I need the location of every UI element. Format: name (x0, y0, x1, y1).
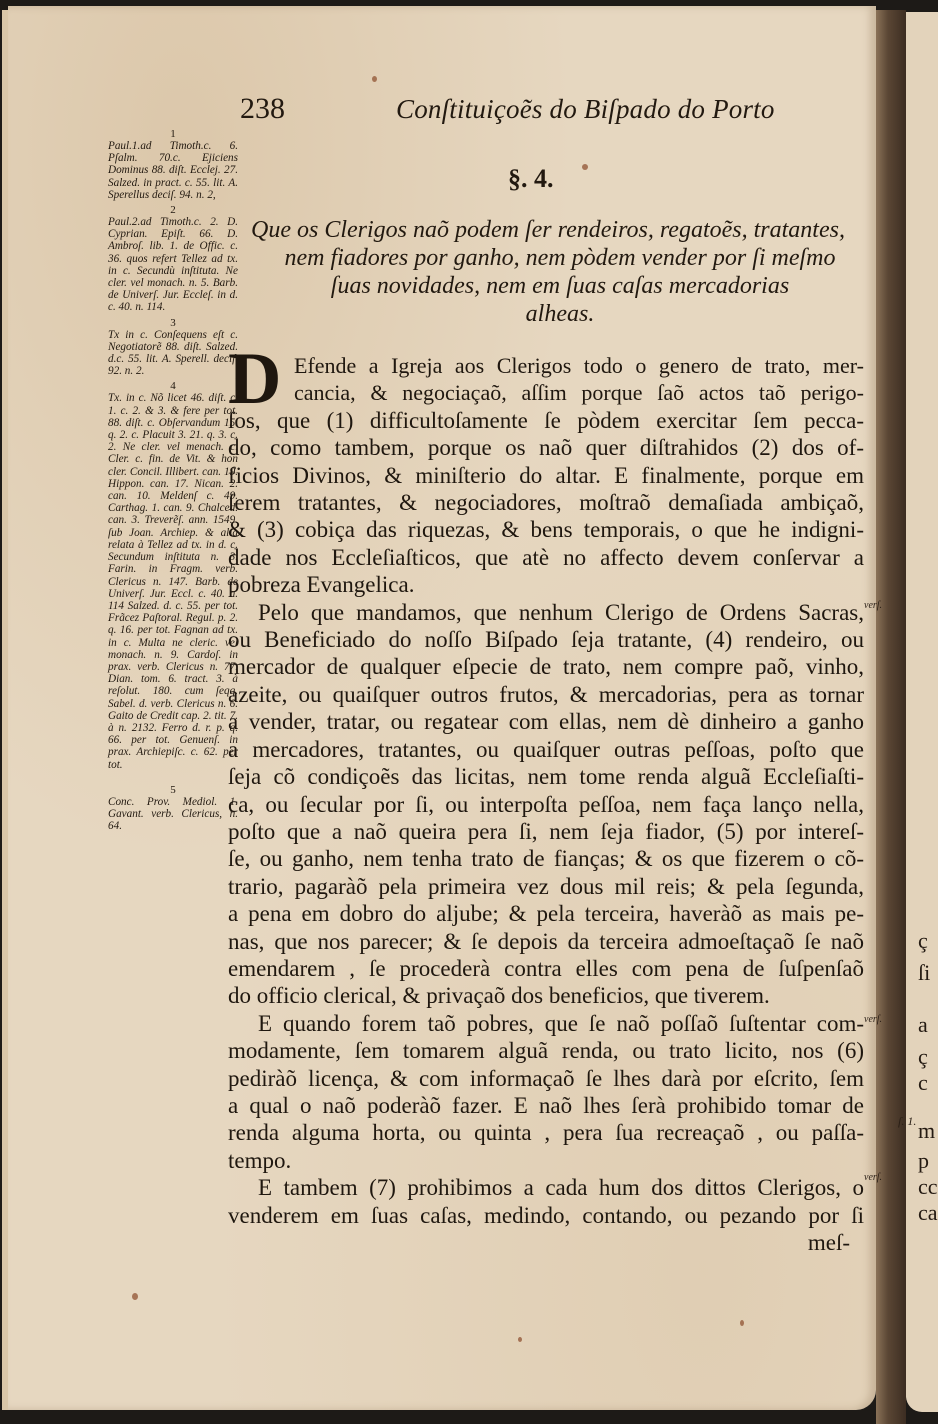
text-line: azeite, ou quaiſquer outros frutos, & mercadorias, pera as tornar (228, 681, 864, 707)
text-line: Pelo que mandamos, que nenhum Clerigo de Ordens Sacras, (258, 599, 864, 625)
foxing-spot (132, 1293, 138, 1300)
body-text (228, 338, 864, 1256)
text-line: venderem em ſuas caſas, medindo, contando, ou pezando por ſi (228, 1202, 864, 1228)
text-line: nas, que nos parecer; & ſe depois da terceira admoeſtaçaõ ſe naõ (228, 928, 864, 954)
drop-cap: D (228, 338, 282, 420)
text-line: ou Beneficiado do noſſo Biſpado ſeja tratante, (4) rendeiro, ou (228, 627, 864, 653)
summary-line: alheas. (525, 301, 595, 327)
section-summary (245, 216, 875, 328)
text-line: do officio clerical, & privaçaõ dos beneficios, que tiverem. (228, 983, 770, 1009)
text-line: a qual o naõ poderàõ fazer. E naõ lhes ſerà prohibido tomar de (228, 1092, 864, 1118)
verse-mark: verſ. (864, 600, 883, 611)
text-line: dade nos Eccleſiaſticos, que atè no affecto devem conſervar a (228, 544, 864, 570)
note-number: 3 (170, 316, 176, 329)
note-number: 5 (170, 783, 176, 796)
margin-notes (108, 129, 238, 836)
text-line: pediràõ licença, & com informaçaõ ſe lhes darà por eſcrito, ſem (228, 1065, 864, 1091)
note-text: Tx. in c. Nõ licet 46. diſt. c. 1. c. 2. & 3. & fere per tot. 88. diſt. c. Obſervandum 15. q. 2. c. Placuit 3. 21. q. 3. c. 2. Ne cler. vel menach. c. Cler. c. fin. de Vit. & hon cler. Concil. Illibert. can. 19. Hippon. can. 17. Nican. 2. can. 10. Meldenſ c. 49. Carthag. 1. can. 9. Chalced. can. 3. Treverẽſ. ann. 1549. ſub Joan. Archiep. & alia relata à Tellez ad tx. in d. c. Secundum inſtituta n. 3. Farin. in Fragm. verb. Clericus n. 147. Barb. de Univerſ. Jur. Eccl. c. 40. n. 114 Salzed. d. c. 55. per tot. Frãcez Paſtoral. Regul. p. 2. q. 16. per tot. Fagnan ad tx. in c. Multa ne cleric. vel monach. n. 9. Cardoſ. in prax. verb. Clericus n. 77. Dian. tom. 6. tract. 3. à reſolut. 180. cum ſeqq. Sabel. d. verb. Clericus n. 6. Gaito de Credit cap. 2. tit. 7. à n. 2132. Ferro d. r. p. q. 66. per tot. Genuenſ. in prax. Archiepiſc. c. 62. per tot. (108, 392, 238, 771)
text-line: emendarem , ſe procederà contra elles com pena de ſuſpenſaõ (228, 955, 864, 981)
text-line: ſeja cõ condiçoẽs das licitas, nem tome renda alguã Eccleſiaſti- (228, 764, 864, 790)
text-line: a pena em dobro do aljube; & pela terceira, haveràõ as mais pe- (228, 901, 864, 927)
text-line: tempo. (228, 1147, 292, 1173)
summary-line: ſuas novidades, nem em ſuas caſas mercadorias (330, 273, 790, 299)
note-text: Paul.1.ad Timoth.c. 6. Pſalm. 70.c. Ejiciens Dominus 88. diſt. Ecclej. 27. Salzed. in pract. c. 55. lit. A. Sperellus deciſ. 94. n. 2, (108, 140, 238, 201)
foxing-spot (740, 1320, 744, 1326)
margin-note (108, 381, 238, 770)
text-line: do, como tambem, porque os naõ quer diſtrahidos (2) dos of- (228, 435, 864, 461)
text-line: trario, pagaràõ pela primeira vez dous mil reis; & pela ſegunda, (228, 873, 864, 899)
right-page-fragment: ç (918, 1044, 928, 1069)
right-page-fragment: c (918, 1070, 928, 1095)
text-line: a mercadores, tratantes, ou quaiſquer outras peſſoas, poſto que (228, 736, 864, 762)
text-line: ſe, ou ganho, nem tenha trato de fianças; & os que fizerem o cõ- (228, 846, 864, 872)
summary-line: nem fiadores por ganho, nem pòdem vender por ſi meſmo (284, 245, 836, 271)
right-page-fragment: a (918, 1012, 928, 1037)
right-page-fragment: ca (918, 1200, 938, 1225)
note-text: Conc. Prov. Mediol. 1. Gavant. verb. Clericus, n. 64. (108, 795, 238, 833)
foxing-spot (372, 76, 377, 82)
book-gutter (876, 10, 906, 1424)
text-line: ſos, que (1) difficultoſamente ſe pòdem exercitar ſem pecca- (228, 407, 864, 433)
right-page-fragment: cc (918, 1174, 938, 1199)
text-line: Efende a Igreja aos Clerigos todo o genero de trato, mer- (294, 353, 864, 378)
right-page-note: ſ. 1. (898, 1114, 917, 1128)
right-page-fragment: ſi (918, 960, 931, 985)
margin-note (108, 205, 238, 314)
text-line: ſerem tratantes, & negociadores, moſtraõ demaſiada ambiçaõ, (228, 490, 864, 516)
right-page-fragment: m (918, 1118, 936, 1143)
summary-line: Que os Clerigos naõ podem ſer rendeiros, regatoẽs, tratantes, (251, 217, 845, 243)
margin-note (108, 129, 238, 201)
text-line: renda alguma horta, ou quinta , pera ſua recreaçaõ , ou paſſa- (228, 1120, 864, 1146)
note-number: 4 (170, 380, 176, 393)
margin-note (108, 785, 238, 833)
foxing-spot (582, 164, 588, 170)
text-line: & (3) cobiça das riquezas, & bens temporais, o que he indigni- (228, 517, 864, 543)
text-line: modamente, ſem tomarem alguã renda, ou trato licito, nos (6) (228, 1038, 864, 1064)
section-mark: §. 4. (508, 164, 554, 193)
note-number: 1 (170, 128, 176, 140)
text-line: cancia, & negociaçaõ, aſſim porque ſaõ actos taõ perigo- (294, 380, 864, 406)
text-line: E quando forem taõ pobres, que ſe naõ poſſaõ ſuſtentar com- (258, 1010, 864, 1036)
text-line: poſto que a naõ queira pera ſi, nem ſeja fiador, (5) por intereſ- (228, 818, 864, 844)
text-line: E tambem (7) prohibimos a cada hum dos dittos Clerigos, o (258, 1175, 864, 1201)
note-text: Tx in c. Conſequens eſt c. Negotiatorẽ 88. diſt. Salzed. d.c. 55. lit. A. Sperell. deciſ. 92. n. 2. (108, 328, 238, 378)
right-page-fragment: p (918, 1148, 929, 1173)
page-number: 238 (240, 92, 285, 125)
note-number: 2 (170, 204, 176, 217)
catch-word: meſ- (807, 1230, 850, 1255)
text-line: ca, ou ſecular por ſi, ou interpoſta peſſoa, nem faça lanço nella, (228, 791, 864, 817)
verse-mark: verſ. (864, 1172, 883, 1183)
text-line: ficios Divinos, & miniſterio do altar. E finalmente, porque em (228, 462, 864, 488)
margin-note (108, 318, 238, 378)
text-line: pobreza Evangelica. (228, 572, 415, 598)
note-text: Paul.2.ad Timoth.c. 2. D. Cyprian. Epiſt. 66. D. Ambroſ. lib. 1. de Offic. c. 36. quos refert Tellez ad tx. in c. Secundù inſtituta. Ne cler. vel monach. n. 5. Barb. de Univerſ. Jur. Eccleſ. in d. c. 40. n. 114. (108, 216, 238, 314)
running-title: Conſtituiçoẽs do Biſpado do Porto (396, 94, 775, 124)
foxing-spot (518, 1337, 522, 1342)
verse-mark: verſ. (864, 1014, 883, 1025)
right-page-fragment: ç (918, 928, 928, 953)
text-line: a vender, tratar, ou regatear com ellas, nem dè dinheiro a ganho (228, 709, 864, 735)
text-line: mercador de qualquer eſpecie de trato, nem compre paõ, vinho, (228, 654, 864, 680)
